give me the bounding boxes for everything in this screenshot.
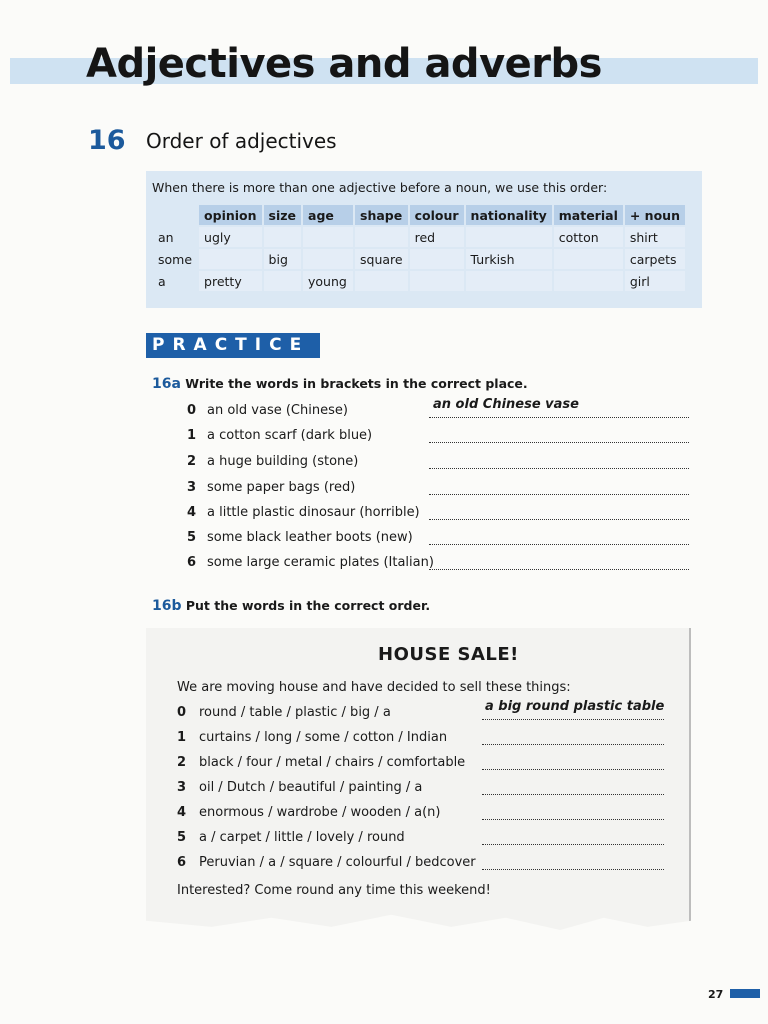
unit-number: 16	[88, 125, 126, 156]
table-header-cell: size	[264, 205, 301, 225]
table-cell	[303, 227, 353, 247]
table-cell	[303, 249, 353, 269]
table-header-cell: colour	[410, 205, 464, 225]
table-cell: shirt	[625, 227, 685, 247]
exercise-item	[187, 397, 697, 421]
table-header-cell: age	[303, 205, 353, 225]
item-prompt: some paper bags (red)	[207, 480, 356, 495]
example-answer: an old Chinese vase	[433, 397, 579, 412]
answer-line[interactable]	[482, 855, 664, 870]
answer-line[interactable]	[429, 480, 689, 495]
exercise-instruction: Put the words in the correct order.	[185, 598, 431, 613]
table-cell	[554, 271, 623, 291]
table-cell	[466, 271, 552, 291]
table-cell	[355, 227, 408, 247]
exercise-item	[187, 428, 697, 446]
table-header-cell: + noun	[625, 205, 685, 225]
item-prompt: Peruvian / a / square / colourful / bedcover	[199, 855, 476, 870]
answer-line[interactable]	[482, 730, 664, 745]
unit-title: Order of adjectives	[146, 129, 337, 153]
exercise-item	[177, 755, 677, 773]
table-cell	[264, 227, 301, 247]
table-cell: pretty	[199, 271, 262, 291]
exercise-item	[187, 454, 697, 472]
table-row	[153, 249, 685, 269]
item-number: 6	[187, 555, 197, 570]
answer-line[interactable]	[482, 830, 664, 845]
exercise-item	[187, 530, 697, 548]
exercise-item	[177, 805, 677, 823]
item-number: 1	[177, 730, 187, 745]
table-cell	[199, 249, 262, 269]
exercise-16a-heading	[152, 376, 528, 392]
answer-line[interactable]	[429, 428, 689, 443]
item-prompt: a / carpet / little / lovely / round	[199, 830, 405, 845]
table-cell: square	[355, 249, 408, 269]
item-prompt: curtains / long / some / cotton / Indian	[199, 730, 448, 745]
table-cell: ugly	[199, 227, 262, 247]
item-prompt: some black leather boots (new)	[207, 530, 413, 545]
note-intro: We are moving house and have decided to sell these things:	[177, 680, 571, 695]
table-cell: a	[158, 273, 166, 289]
item-number: 4	[177, 805, 187, 820]
table-cell: girl	[625, 271, 685, 291]
item-prompt: round / table / plastic / big / a	[199, 705, 391, 720]
table-cell: young	[303, 271, 353, 291]
item-number: 5	[177, 830, 187, 845]
item-number: 0	[177, 705, 187, 720]
item-number: 3	[187, 480, 197, 495]
item-prompt: black / four / metal / chairs / comfortable	[199, 755, 466, 770]
table-cell	[264, 271, 301, 291]
item-number: 3	[177, 780, 187, 795]
item-prompt: a cotton scarf (dark blue)	[207, 428, 373, 443]
item-prompt: oil / Dutch / beautiful / painting / a	[199, 780, 423, 795]
exercise-item	[187, 505, 697, 523]
table-cell: some	[158, 251, 193, 267]
exercise-item	[177, 830, 677, 848]
answer-line[interactable]	[482, 805, 664, 820]
table-cell: an	[158, 229, 174, 245]
exercise-instruction: Write the words in brackets in the correct place.	[185, 376, 528, 391]
table-header-cell: opinion	[199, 205, 262, 225]
grammar-intro: When there is more than one adjective before a noun, we use this order:	[152, 180, 608, 195]
answer-line[interactable]	[429, 454, 689, 469]
answer-line[interactable]	[429, 505, 689, 520]
adjective-order-table	[151, 203, 687, 293]
table-cell	[355, 271, 408, 291]
exercise-code: 16b	[152, 598, 182, 614]
item-number: 2	[177, 755, 187, 770]
item-number: 1	[187, 428, 197, 443]
page-title: Adjectives and adverbs	[86, 41, 602, 87]
item-prompt: an old vase (Chinese)	[207, 403, 348, 418]
answer-line[interactable]	[429, 555, 689, 570]
table-header-cell: nationality	[466, 205, 552, 225]
item-prompt: enormous / wardrobe / wooden / a(n)	[199, 805, 441, 820]
table-header-cell: material	[554, 205, 623, 225]
item-prompt: a huge building (stone)	[207, 454, 359, 469]
table-header-row	[153, 205, 685, 225]
answer-line[interactable]	[482, 780, 664, 795]
note-outro: Interested? Come round any time this weekend!	[177, 883, 491, 898]
table-cell: red	[410, 227, 464, 247]
item-number: 6	[177, 855, 187, 870]
table-cell	[410, 271, 464, 291]
table-cell	[410, 249, 464, 269]
exercise-item	[177, 855, 677, 873]
page-number-marker	[730, 989, 760, 998]
item-number: 0	[187, 403, 197, 418]
table-cell: Turkish	[466, 249, 552, 269]
exercise-item	[187, 555, 697, 573]
page-number: 27	[708, 988, 724, 1001]
exercise-16b-heading	[152, 598, 430, 614]
table-cell: big	[264, 249, 301, 269]
answer-line[interactable]	[482, 755, 664, 770]
table-header-cell: shape	[355, 205, 408, 225]
item-number: 5	[187, 530, 197, 545]
example-answer: a big round plastic table	[485, 699, 665, 714]
table-cell	[554, 249, 623, 269]
exercise-item	[177, 699, 677, 723]
item-prompt: some large ceramic plates (Italian)	[207, 555, 434, 570]
table-cell: cotton	[554, 227, 623, 247]
answer-line[interactable]	[429, 530, 689, 545]
item-number: 2	[187, 454, 197, 469]
table-cell: carpets	[625, 249, 685, 269]
note-title: HOUSE SALE!	[378, 644, 519, 665]
item-number: 4	[187, 505, 197, 520]
table-row	[153, 227, 685, 247]
practice-banner: PRACTICE	[146, 333, 320, 358]
exercise-item	[177, 730, 677, 748]
table-cell	[466, 227, 552, 247]
table-header-cell	[153, 205, 197, 225]
item-prompt: a little plastic dinosaur (horrible)	[207, 505, 420, 520]
table-row	[153, 271, 685, 291]
exercise-code: 16a	[152, 376, 181, 392]
exercise-item	[177, 780, 677, 798]
exercise-item	[187, 480, 697, 498]
